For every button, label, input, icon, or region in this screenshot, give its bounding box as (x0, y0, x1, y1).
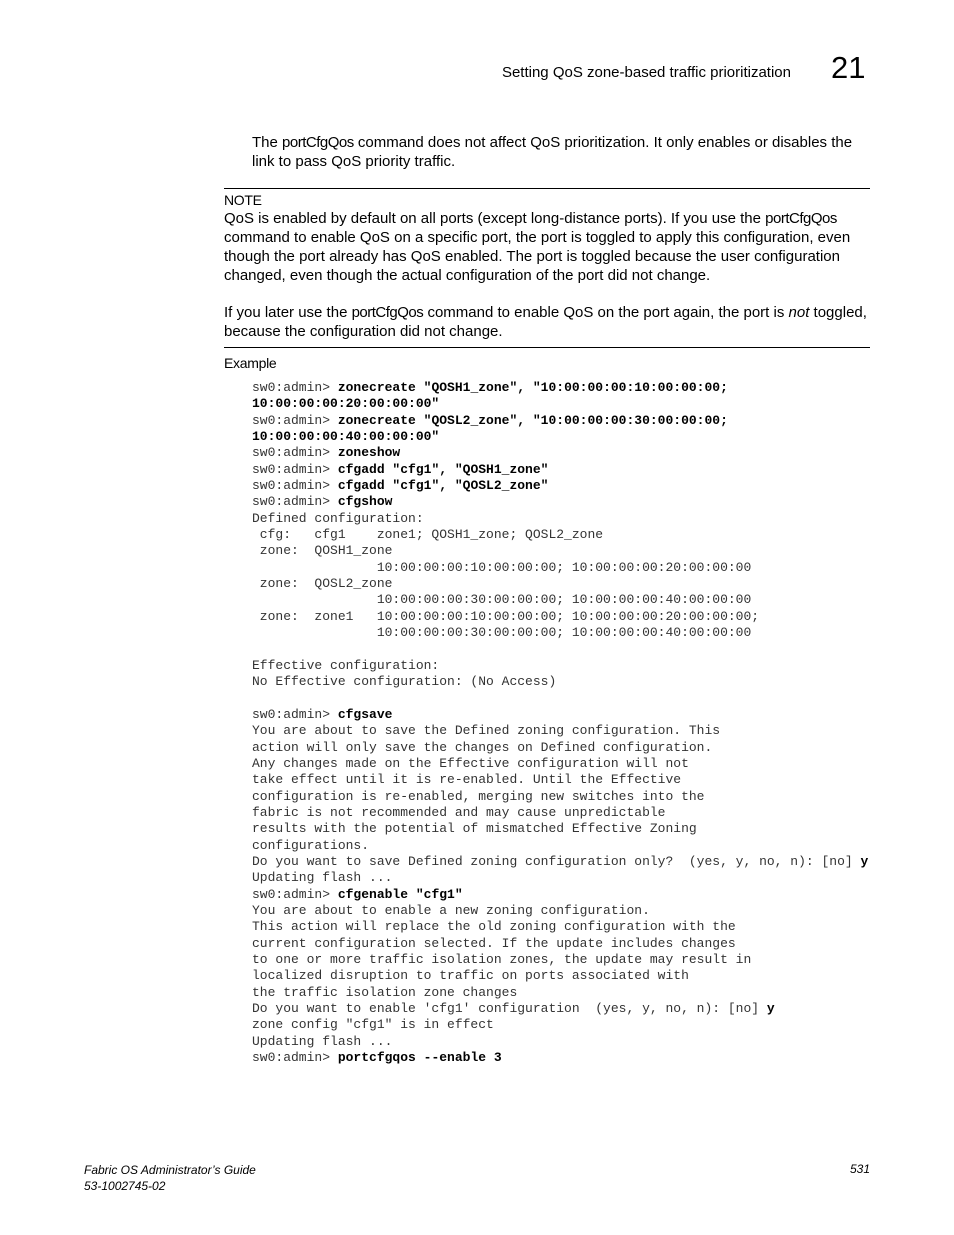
note-paragraph-1 (224, 209, 870, 285)
code-line-command: cfgenable "cfg1" (337, 886, 463, 902)
code-line (252, 691, 868, 707)
code-line (252, 592, 868, 608)
code-line-output: configuration is re-enabled, merging new switches into the (252, 788, 705, 804)
code-line-command: cfgadd "cfg1", "QOSH1_zone" (337, 461, 549, 477)
note-box (224, 188, 870, 348)
code-line-output: Updating flash ... (252, 870, 393, 886)
code-line (252, 494, 868, 510)
code-line-command: cfgadd "cfg1", "QOSL2_zone" (337, 478, 549, 494)
code-line (252, 1017, 868, 1033)
code-line-output: the traffic isolation zone changes (252, 984, 518, 1000)
code-line (252, 919, 868, 935)
code-line (252, 707, 868, 723)
code-line-output: Do you want to save Defined zoning configuration only? (yes, y, no, n): [no] (252, 853, 861, 869)
code-line-command: cfgshow (337, 494, 393, 510)
code-line (252, 936, 868, 952)
code-line-output: You are about to enable a new zoning configuration. (252, 903, 650, 918)
code-line (252, 560, 868, 576)
code-line-output: 10:00:00:00:30:00:00:00; 10:00:00:00:40:00:00:00 (252, 592, 752, 608)
code-line-output: zone: QOSH1_zone (252, 543, 393, 559)
intro-text-before: The (252, 134, 283, 151)
code-line (252, 805, 868, 821)
section-title: Setting QoS zone-based traffic prioritization (501, 64, 791, 81)
code-line-command: 10:00:00:00:20:00:00:00" (252, 396, 440, 412)
code-line-output: zone config "cfg1" is in effect (252, 1017, 494, 1033)
code-line-command: zonecreate "QOSH1_zone", "10:00:00:00:10:00:00:00; (337, 380, 728, 395)
intro-text-after: command does not affect QoS prioritization. It only enables or disables the link to pass QoS priority traffic. (252, 134, 853, 170)
code-line (252, 887, 868, 903)
code-example (252, 380, 868, 1066)
code-line-output: You are about to save the Defined zoning configuration. This (252, 723, 721, 739)
code-line-output: take effect until it is re-enabled. Until the Effective (252, 772, 682, 788)
code-line-output: Updating flash ... (252, 1033, 393, 1049)
chapter-number: 21 (831, 50, 866, 85)
code-line (252, 462, 868, 478)
code-line-output: action will only save the changes on Defined configuration. (252, 739, 713, 755)
note-p2-emphasis: not (788, 304, 810, 321)
code-line-output: Any changes made on the Effective configuration will not (252, 755, 689, 771)
code-line-output: Defined configuration: (252, 510, 424, 526)
code-line-output: 10:00:00:00:10:00:00:00; 10:00:00:00:20:00:00:00 (252, 559, 752, 575)
code-line-output: zone: QOSL2_zone (252, 576, 393, 592)
note-p2-after: toggled, because the configuration did not change. (224, 304, 867, 340)
code-line-output: zone: zone1 10:00:00:00:10:00:00:00; 10:00:00:00:20:00:00:00; (252, 608, 760, 624)
note-p1-command: portCfgQos (765, 210, 837, 227)
footer-doc-number: 53-1002745-02 (84, 1179, 166, 1193)
code-line-output: configurations. (252, 837, 370, 853)
code-line (252, 985, 868, 1001)
code-line-output: sw0:admin> (252, 1050, 338, 1066)
code-line-output: fabric is not recommended and may cause unpredictable (252, 804, 666, 820)
code-line-output: sw0:admin> (252, 478, 338, 494)
footer-guide-title: Fabric OS Administrator’s Guide (84, 1163, 256, 1177)
code-line-command: y (766, 1001, 775, 1017)
note-p2-command: portCfgQos (351, 304, 424, 321)
code-line-output: Effective configuration: (252, 657, 440, 673)
code-line-output: This action will replace the old zoning configuration with the (252, 919, 736, 935)
code-line-command: 10:00:00:00:40:00:00:00" (252, 429, 440, 445)
code-line-output: sw0:admin> (252, 461, 338, 477)
code-line-command: portcfgqos --enable 3 (337, 1050, 502, 1066)
code-line (252, 658, 868, 674)
code-line (252, 756, 868, 772)
code-line (252, 1050, 868, 1066)
code-line (252, 413, 868, 429)
code-line-output: current configuration selected. If the update includes changes (252, 935, 736, 951)
code-line-output: localized disruption to traffic on ports associated with (252, 968, 689, 984)
code-line-output: sw0:admin> (252, 412, 338, 428)
note-p1-before: QoS is enabled by default on all ports (except long-distance ports). If you use the (224, 210, 766, 227)
code-line (252, 772, 868, 788)
note-paragraph-2 (224, 303, 870, 341)
code-line-command: zoneshow (337, 445, 401, 461)
code-line-output: 10:00:00:00:30:00:00:00; 10:00:00:00:40:00:00:00 (252, 625, 752, 641)
code-line-output: sw0:admin> (252, 706, 338, 722)
code-line (252, 870, 868, 886)
footer-left (84, 1162, 256, 1194)
code-line-command: zonecreate "QOSL2_zone", "10:00:00:00:30:00:00:00; (337, 412, 728, 428)
note-p1-after: command to enable QoS on a specific port, the port is toggled to apply this configuration, even though the port already has QoS enabled. The port is toggled because the user configuration changed, even though the actual configuration of the port did not change. (224, 229, 851, 284)
code-line (252, 511, 868, 527)
code-line (252, 674, 868, 690)
code-line-output: results with the potential of mismatched Effective Zoning (252, 821, 697, 837)
code-line (252, 625, 868, 641)
code-line (252, 952, 868, 968)
code-line (252, 609, 868, 625)
code-line (252, 478, 868, 494)
code-line-command: y (860, 853, 869, 869)
code-line (252, 740, 868, 756)
example-label: Example (224, 355, 277, 371)
code-line-output: Do you want to enable 'cfg1' configuration (yes, y, no, n): [no] (252, 1001, 767, 1017)
code-line (252, 838, 868, 854)
code-line (252, 429, 868, 445)
code-line (252, 527, 868, 543)
code-line-output: sw0:admin> (252, 445, 338, 461)
code-line (252, 821, 868, 837)
code-line (252, 968, 868, 984)
intro-paragraph (252, 133, 872, 171)
note-p2-middle: command to enable QoS on the port again, the port is (423, 304, 789, 321)
code-line-output: sw0:admin> (252, 886, 338, 902)
code-line-output: sw0:admin> (252, 494, 338, 510)
footer-page-number: 531 (849, 1162, 870, 1176)
code-line (252, 642, 868, 658)
code-line (252, 396, 868, 412)
note-p2-before: If you later use the (224, 304, 352, 321)
code-line-output: cfg: cfg1 zone1; QOSH1_zone; QOSL2_zone (252, 527, 604, 543)
code-line-output: to one or more traffic isolation zones, the update may result in (252, 952, 752, 968)
code-line (252, 854, 868, 870)
note-label: NOTE (224, 192, 262, 208)
code-line-output: sw0:admin> (252, 380, 338, 395)
intro-command: portCfgQos (282, 134, 354, 151)
code-line-output: No Effective configuration: (No Access) (252, 674, 557, 690)
code-line (252, 723, 868, 739)
code-line (252, 445, 868, 461)
code-line-command: cfgsave (337, 706, 393, 722)
code-line (252, 380, 868, 396)
code-line (252, 1034, 868, 1050)
code-line (252, 576, 868, 592)
code-line (252, 1001, 868, 1017)
code-line (252, 903, 868, 919)
code-line (252, 543, 868, 559)
code-line (252, 789, 868, 805)
